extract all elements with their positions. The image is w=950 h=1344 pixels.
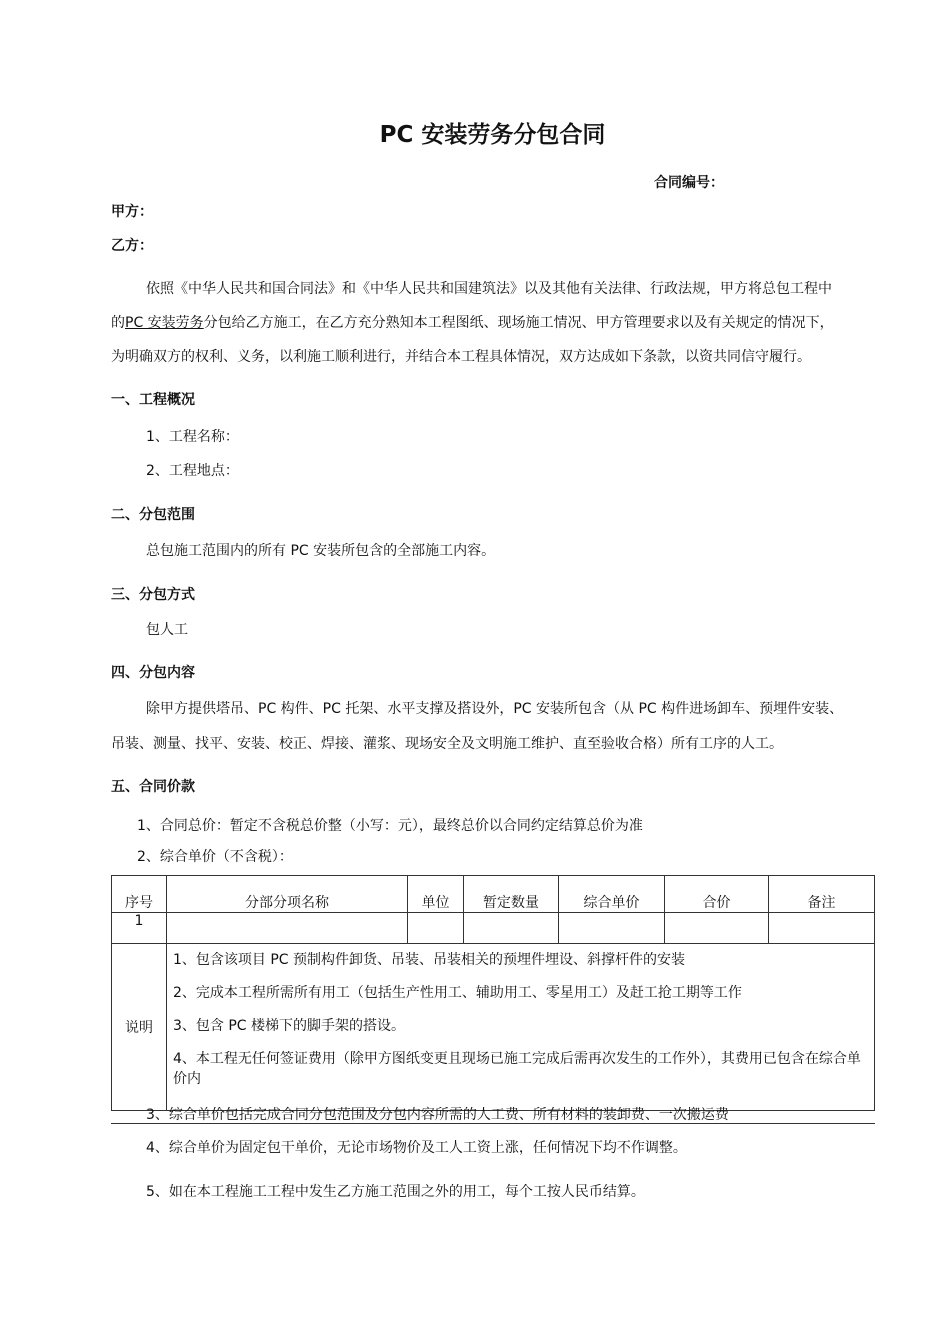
section-4-heading: 四、分包内容 <box>111 665 195 681</box>
note-1: 1、包含该项目 PC 预制构件卸货、吊装、吊装相关的预埋件埋设、斜撑杆件的安装 <box>173 952 686 968</box>
intro-underlined-scope: PC 安装劳务 <box>125 315 204 331</box>
header-remarks: 备注 <box>769 876 875 913</box>
price-item-5: 5、如在本工程施工工程中发生乙方施工范围之外的用工，每个工按人民币结算。 <box>146 1184 645 1200</box>
content-line-2: 吊装、测量、找平、安装、校正、焊接、灌浆、现场安全及文明施工维护、直至验收合格）所有工序的人工。 <box>111 736 783 752</box>
row-1-item-name <box>167 913 408 944</box>
header-unit: 单位 <box>408 876 464 913</box>
project-location-item: 2、工程地点： <box>146 463 239 479</box>
note-3: 3、包含 PC 楼梯下的脚手架的搭设。 <box>173 1018 406 1034</box>
party-a-label: 甲方： <box>111 204 153 220</box>
header-unit-price: 综合单价 <box>559 876 665 913</box>
note-label: 说明 <box>112 944 167 1111</box>
table-note-row <box>112 944 875 1111</box>
intro-line-2-pre: 的 <box>111 315 125 331</box>
party-b-label: 乙方： <box>111 238 153 254</box>
section-3-heading: 三、分包方式 <box>111 587 195 603</box>
table-header-row <box>112 876 875 913</box>
header-item-name: 分部分项名称 <box>167 876 408 913</box>
price-item-1: 1、合同总价：暂定不含税总价整（小写：元），最终总价以合同约定结算总价为准 <box>137 818 643 834</box>
section-2-heading: 二、分包范围 <box>111 507 195 523</box>
section-1-heading: 一、工程概况 <box>111 392 195 408</box>
price-item-2: 2、综合单价（不含税）： <box>137 849 293 865</box>
divider-line <box>111 1123 875 1124</box>
row-1-total <box>665 913 769 944</box>
header-no: 序号 <box>112 876 167 913</box>
page-title: PC 安装劳务分包合同 <box>379 122 606 148</box>
unit-price-table <box>111 875 875 1111</box>
header-quantity: 暂定数量 <box>464 876 559 913</box>
section-5-heading: 五、合同价款 <box>111 779 195 795</box>
content-line-1: 除甲方提供塔吊、PC 构件、PC 托架、水平支撑及搭设外，PC 安装所包含（从 PC 构件进场卸车、预埋件安装、 <box>146 701 844 717</box>
row-1-unit <box>408 913 464 944</box>
row-1-quantity <box>464 913 559 944</box>
row-1-no: 1 <box>112 913 167 944</box>
contract-number-label: 合同编号： <box>654 175 724 191</box>
intro-line-3: 为明确双方的权利、义务，以利施工顺利进行，并结合本工程具体情况，双方达成如下条款，以资共同信守履行。 <box>111 349 811 365</box>
price-item-3: 3、综合单价包括完成合同分包范围及分包内容所需的人工费、所有材料的装卸费、一次搬运费 <box>146 1107 729 1123</box>
note-2: 2、完成本工程所需所有用工（包括生产性用工、辅助用工、零星用工）及赶工抢工期等工作 <box>173 985 742 1001</box>
intro-line-2 <box>111 313 834 333</box>
header-total: 合价 <box>665 876 769 913</box>
method-text: 包人工 <box>146 622 188 638</box>
note-4: 4、本工程无任何签证费用（除甲方图纸变更且现场已施工完成后需再次发生的工作外），其费用已包含在综合单价内 <box>173 1051 861 1087</box>
intro-line-2-post: 分包给乙方施工，在乙方充分熟知本工程图纸、现场施工情况、甲方管理要求以及有关规定的情况下， <box>203 315 834 331</box>
scope-text: 总包施工范围内的所有 PC 安装所包含的全部施工内容。 <box>146 543 496 559</box>
row-1-unit-price <box>559 913 665 944</box>
note-content <box>167 944 875 1111</box>
row-1-remarks <box>769 913 875 944</box>
project-name-item: 1、工程名称： <box>146 429 239 445</box>
intro-line-1: 依照《中华人民共和国合同法》和《中华人民共和国建筑法》以及其他有关法律、行政法规，甲方将总包工程中 <box>146 281 832 297</box>
price-item-4: 4、综合单价为固定包干单价，无论市场物价及工人工资上涨，任何情况下均不作调整。 <box>146 1140 687 1156</box>
table-row <box>112 913 875 944</box>
